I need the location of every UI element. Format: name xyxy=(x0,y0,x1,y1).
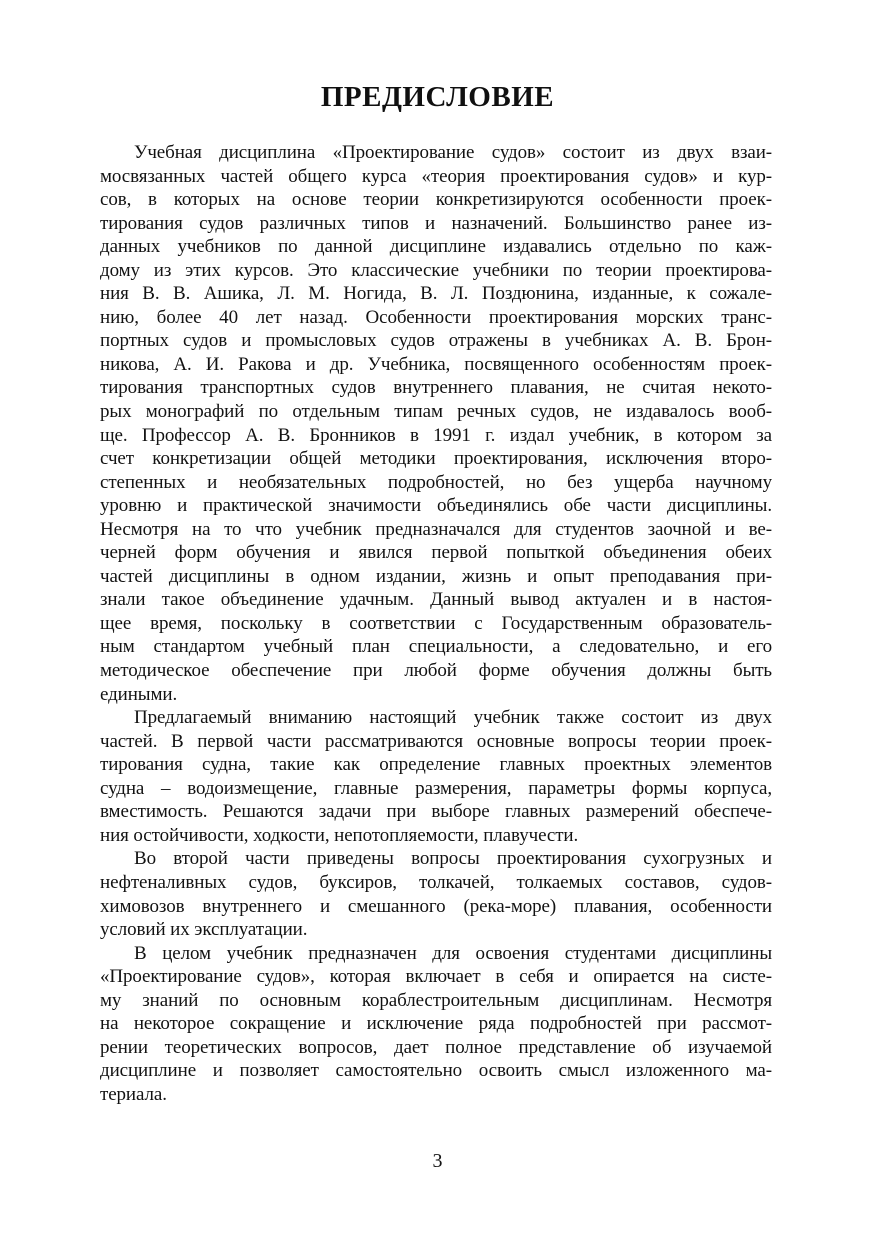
text-line: данных учебников по данной дисциплине издавались отдельно по каж- xyxy=(100,236,772,258)
text-line: портных судов и промысловых судов отражены в учебниках А. В. Брон- xyxy=(100,330,772,352)
text-line: дому из этих курсов. Это классические учебники по теории проектирова- xyxy=(100,259,772,281)
text-line: степенных и необязательных подробностей, но без ущерба научному xyxy=(100,471,772,493)
text-line: частей дисциплины в одном издании, жизнь и опыт преподавания при- xyxy=(100,565,772,587)
text-line: щее время, поскольку в соответствии с Государственным образователь- xyxy=(100,612,772,634)
text-line: на некоторое сокращение и исключение ряда подробностей при рассмот- xyxy=(100,1013,772,1035)
paragraph xyxy=(100,847,772,941)
text-line: черней форм обучения и явился первой попыткой объединения обеих xyxy=(100,542,772,564)
text-line: счет конкретизации общей методики проектирования, исключения второ- xyxy=(100,448,772,470)
text-line: методическое обеспечение при любой форме обучения должны быть xyxy=(100,660,772,682)
paragraph xyxy=(100,942,772,1107)
text-line: ще. Профессор А. В. Бронников в 1991 г. издал учебник, в котором за xyxy=(100,424,772,446)
text-line: Во второй части приведены вопросы проектирования сухогрузных и xyxy=(134,848,772,870)
text-line: «Проектирование судов», которая включает в себя и опирается на систе- xyxy=(100,966,772,988)
text-line: никова, А. И. Ракова и др. Учебника, посвященного особенностям проек- xyxy=(100,353,772,375)
page-title: ПРЕДИСЛОВИЕ xyxy=(320,81,555,113)
text-line: нию, более 40 лет назад. Особенности проектирования морских транс- xyxy=(100,306,772,328)
text-line: тирования судна, такие как определение главных проектных элементов xyxy=(100,754,772,776)
text-line: Несмотря на то что учебник предназначался для студентов заочной и ве- xyxy=(100,518,772,540)
text-line: му знаний по основным кораблестроительным дисциплинам. Несмотря xyxy=(100,989,772,1011)
text-line: уровню и практической значимости объединялись обе части дисциплины. xyxy=(100,495,772,517)
text-line: тирования судов различных типов и назначений. Большинство ранее из- xyxy=(100,212,772,234)
text-line: едиными. xyxy=(100,683,178,705)
text-line: частей. В первой части рассматриваются основные вопросы теории проек- xyxy=(100,730,772,752)
text-line: знали такое объединение удачным. Данный вывод актуален и в настоя- xyxy=(100,589,772,611)
text-line: тирования транспортных судов внутреннего плавания, не считая некото- xyxy=(100,377,772,399)
text-line: рых монографий по отдельным типам речных судов, не издавалось вооб- xyxy=(100,401,772,423)
paragraph xyxy=(100,141,772,706)
text-line: судна – водоизмещение, главные размерения, параметры формы корпуса, xyxy=(100,777,772,799)
text-line: химовозов внутреннего и смешанного (река-море) плавания, особенности xyxy=(100,895,772,917)
text-line: ния В. В. Ашика, Л. М. Ногида, В. Л. Поздюнина, изданные, к сожале- xyxy=(100,283,772,305)
text-line: условий их эксплуатации. xyxy=(100,919,308,941)
text-line: вместимость. Решаются задачи при выборе главных размерений обеспече- xyxy=(100,801,772,823)
text-line: ным стандартом учебный план специальности, а следовательно, и его xyxy=(100,636,772,658)
text-line: Предлагаемый вниманию настоящий учебник также состоит из двух xyxy=(134,707,772,729)
text-line: Учебная дисциплина «Проектирование судов» состоит из двух взаи- xyxy=(134,142,772,163)
text-line: рении теоретических вопросов, дает полное представление об изучаемой xyxy=(100,1036,772,1058)
text-line: териала. xyxy=(100,1083,167,1105)
text-line: В целом учебник предназначен для освоения студентами дисциплины xyxy=(134,942,772,964)
paragraph xyxy=(100,706,772,847)
preface-text xyxy=(100,141,772,1106)
text-line: мосвязанных частей общего курса «теория проектирования судов» и кур- xyxy=(100,165,772,187)
text-line: нефтеналивных судов, буксиров, толкачей, толкаемых составов, судов- xyxy=(100,871,772,893)
text-line: ния остойчивости, ходкости, непотопляемости, плавучести. xyxy=(100,824,579,846)
text-line: сов, в которых на основе теории конкретизируются особенности проек- xyxy=(100,189,772,211)
page-number: 3 xyxy=(432,1150,443,1173)
text-line: дисциплине и позволяет самостоятельно освоить смысл изложенного ма- xyxy=(100,1060,772,1082)
